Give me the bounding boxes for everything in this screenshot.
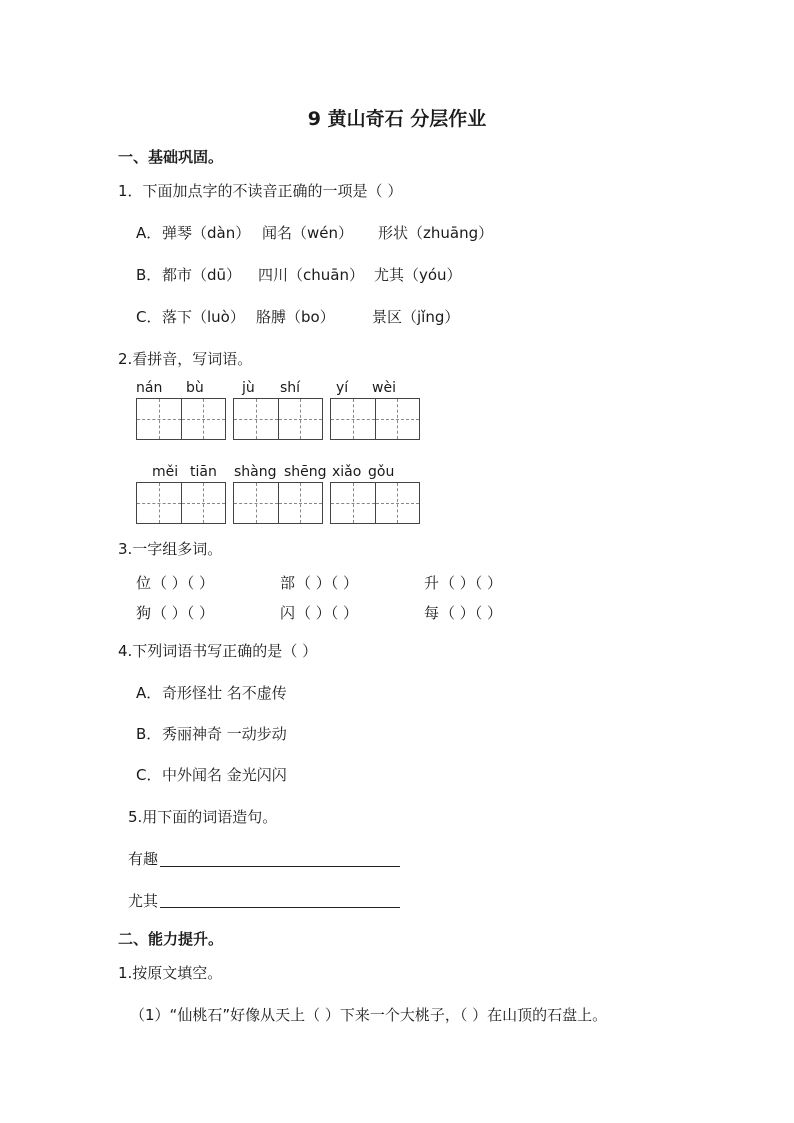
section-2-heading: 二、能力提升。 bbox=[118, 930, 224, 948]
q4-option-b-text: 秀丽神奇 一动步动 bbox=[162, 725, 287, 743]
q3-blanks[interactable]: （ ）（ ） bbox=[296, 574, 359, 592]
q1-stem: 1．下面加点字的不读音正确的一项是（ ） bbox=[118, 182, 403, 200]
answer-line[interactable] bbox=[160, 906, 400, 908]
q1-option-c-item: 景区（jǐng） bbox=[372, 308, 460, 326]
writing-grid[interactable] bbox=[136, 482, 226, 524]
answer-line[interactable] bbox=[160, 865, 400, 867]
pinyin-label: tiān bbox=[190, 464, 217, 480]
q1-option-b-item: 尤其（yóu） bbox=[374, 266, 462, 284]
pinyin-label: jù bbox=[242, 380, 255, 396]
q4-option-a-letter: A． bbox=[136, 684, 162, 702]
q3-char: 每 bbox=[424, 604, 440, 622]
q3-blanks[interactable]: （ ）（ ） bbox=[152, 574, 215, 592]
q4-stem: 4.下列词语书写正确的是（ ） bbox=[118, 642, 318, 660]
pinyin-label: gǒu bbox=[368, 464, 395, 480]
q1-option-c-letter: C． bbox=[136, 308, 162, 326]
q3-blanks[interactable]: （ ）（ ） bbox=[152, 604, 215, 622]
q5-stem: 5.用下面的词语造句。 bbox=[128, 808, 278, 826]
q1-option-a-item: 形状（zhuāng） bbox=[378, 224, 494, 242]
q1-option-a-item: 弹琴（dàn） bbox=[162, 224, 251, 242]
pinyin-label: bù bbox=[186, 380, 204, 396]
q1-option-c-item: 落下（luò） bbox=[162, 308, 245, 326]
pinyin-label: shēng bbox=[284, 464, 327, 480]
writing-grid[interactable] bbox=[136, 398, 226, 440]
writing-grid[interactable] bbox=[330, 398, 420, 440]
q1-option-b-letter: B． bbox=[136, 266, 162, 284]
q4-option-c-letter: C． bbox=[136, 766, 162, 784]
pinyin-label: yí bbox=[336, 380, 349, 396]
q4-option-b-letter: B． bbox=[136, 725, 162, 743]
q3-blanks[interactable]: （ ）（ ） bbox=[440, 604, 503, 622]
q1-option-a-letter: A． bbox=[136, 224, 162, 242]
q3-char: 闪 bbox=[280, 604, 296, 622]
section-1-heading: 一、基础巩固。 bbox=[118, 148, 224, 166]
q3-blanks[interactable]: （ ）（ ） bbox=[296, 604, 359, 622]
page-title: 9 黄山奇石 分层作业 bbox=[307, 108, 487, 130]
q3-blanks[interactable]: （ ）（ ） bbox=[440, 574, 503, 592]
pinyin-label: měi bbox=[152, 464, 179, 480]
q1-option-b-item: 都市（dū） bbox=[162, 266, 242, 284]
pinyin-label: nán bbox=[136, 380, 163, 396]
writing-grid[interactable] bbox=[233, 398, 323, 440]
q1-option-a-item: 闻名（wén） bbox=[262, 224, 354, 242]
q5-word: 有趣 bbox=[128, 850, 159, 868]
s2-q1-stem: 1.按原文填空。 bbox=[118, 964, 223, 982]
q3-char: 狗 bbox=[136, 604, 152, 622]
s2-q1-line[interactable]: （1）“仙桃石”好像从天上（ ）下来一个大桃子，（ ）在山顶的石盘上。 bbox=[130, 1006, 608, 1024]
q5-word: 尤其 bbox=[128, 892, 159, 910]
pinyin-label: wèi bbox=[372, 380, 396, 396]
q3-char: 位 bbox=[136, 574, 152, 592]
q1-option-b-item: 四川（chuān） bbox=[258, 266, 364, 284]
q4-option-c-text: 中外闻名 金光闪闪 bbox=[162, 766, 287, 784]
writing-grid[interactable] bbox=[233, 482, 323, 524]
q3-stem: 3.一字组多词。 bbox=[118, 540, 223, 558]
pinyin-label: shàng bbox=[234, 464, 277, 480]
q3-char: 升 bbox=[424, 574, 440, 592]
q4-option-a-text: 奇形怪壮 名不虚传 bbox=[162, 684, 287, 702]
pinyin-label: shí bbox=[280, 380, 301, 396]
q2-stem: 2.看拼音，写词语。 bbox=[118, 350, 253, 368]
q1-option-c-item: 胳膊（bo） bbox=[256, 308, 335, 326]
pinyin-label: xiǎo bbox=[332, 464, 362, 480]
q3-char: 部 bbox=[280, 574, 296, 592]
writing-grid[interactable] bbox=[330, 482, 420, 524]
